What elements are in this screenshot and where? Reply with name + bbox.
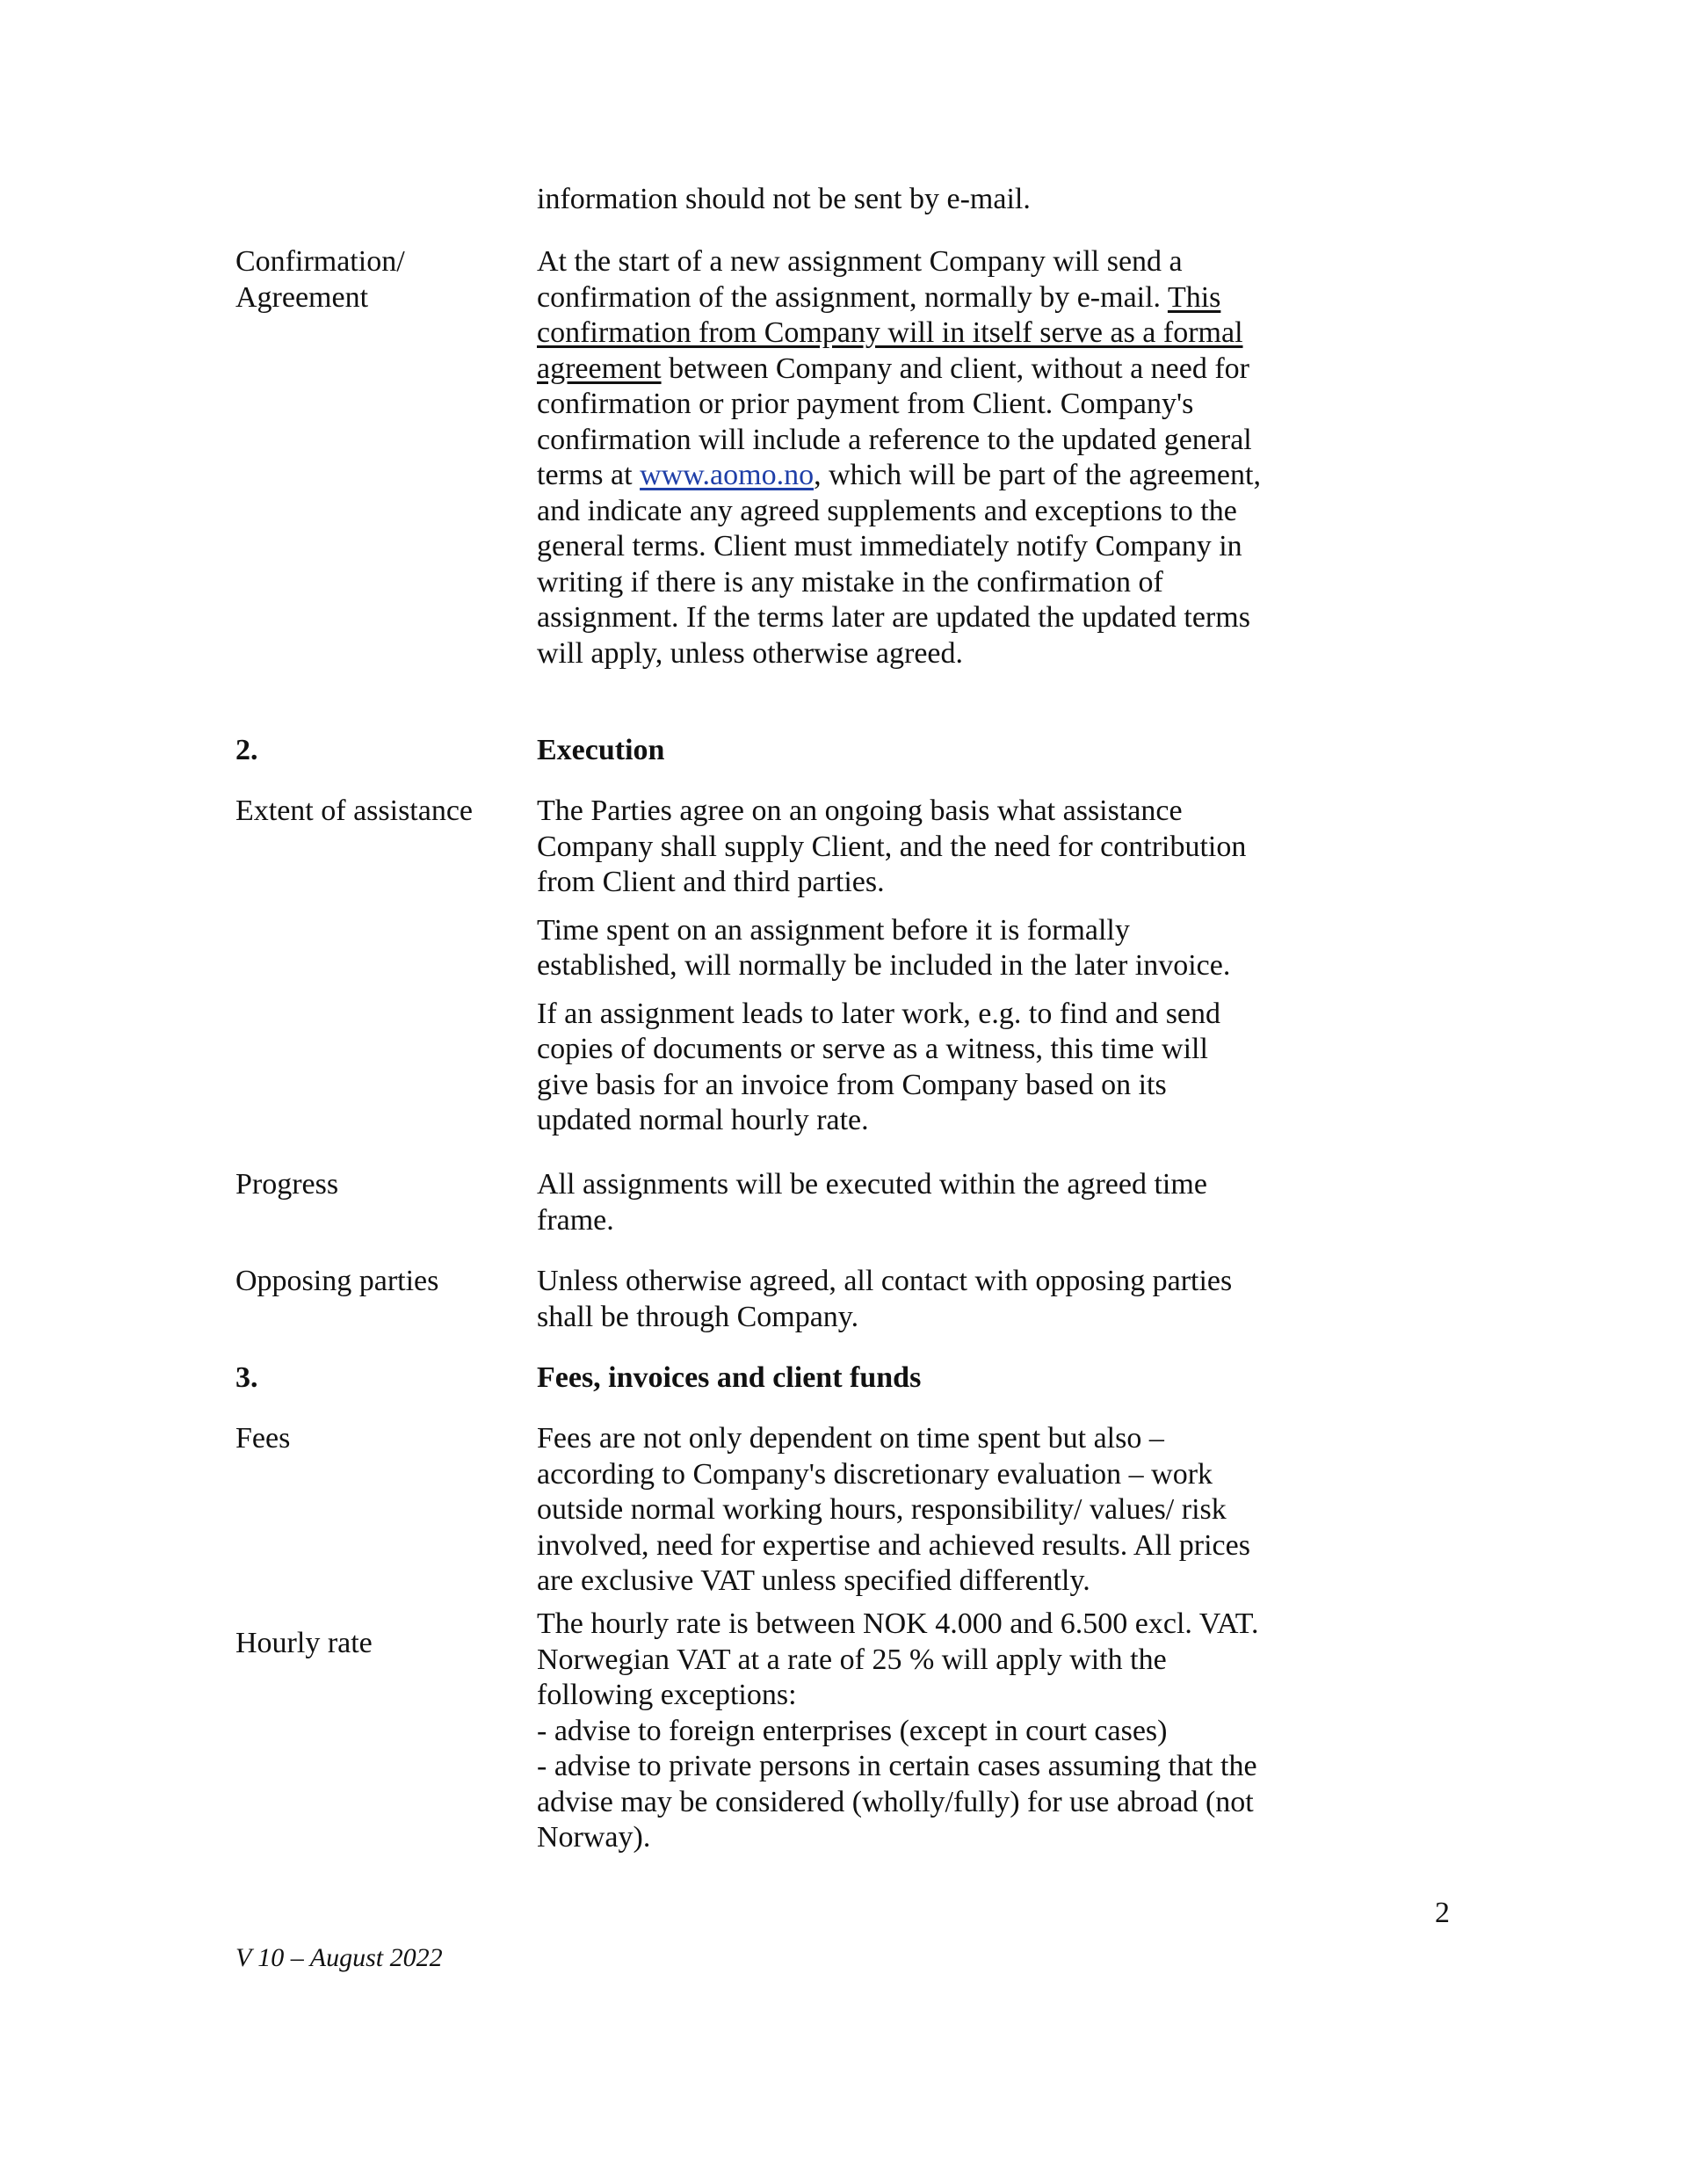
fees-paragraph: Fees are not only dependent on time spent but also – according to Company's discretionary evaluation – work outside normal working hours, responsibility/ values/ risk involved, need for expertise and achieved results. All prices are exclusive VAT unless specified differently. — [537, 1422, 1250, 1597]
intro-text — [537, 182, 1266, 218]
progress-text — [537, 1167, 1266, 1238]
opposing-label: Opposing parties — [235, 1265, 439, 1297]
confirmation-label — [235, 244, 525, 316]
section-3-number: 3. — [235, 1361, 258, 1394]
confirmation-paragraph — [537, 244, 1266, 671]
section-2-number: 2. — [235, 734, 258, 766]
extent-paragraph-1: The Parties agree on an ongoing basis what assistance Company shall supply Client, and the need for contribution from Client and third parties. — [537, 795, 1247, 898]
extent-text — [537, 794, 1266, 1139]
confirmation-label-line1: Confirmation/ — [235, 245, 405, 278]
opposing-paragraph: Unless otherwise agreed, all contact with opposing parties shall be through Company. — [537, 1265, 1233, 1333]
progress-label: Progress — [235, 1168, 339, 1201]
intro-line: information should not be sent by e-mail. — [537, 183, 1031, 215]
hourly-exception-1: - advise to foreign enterprises (except in court cases) — [537, 1714, 1168, 1747]
hourly-exception-2: - advise to private persons in certain cases assuming that the advise may be considered (wholly/fully) for use abroad (not Norway). — [537, 1750, 1257, 1854]
extent-label: Extent of assistance — [235, 795, 474, 827]
website-link[interactable]: www.aomo.no — [640, 459, 815, 491]
extent-paragraph-2: Time spent on an assignment before it is formally established, will normally be included in the later invoice. — [537, 913, 1231, 982]
hourly-paragraph — [537, 1607, 1266, 1856]
hourly-label: Hourly rate — [235, 1627, 373, 1659]
hourly-text — [537, 1607, 1266, 1856]
confirmation-text-middle: between Company and client, without a need for confirmation or prior payment from Client. Company's confirmation will include a reference to the updated general terms at — [537, 352, 1252, 491]
version-footer: V 10 – August 2022 — [235, 1943, 443, 1972]
section-2-title: Execution — [537, 734, 665, 766]
page-number: 2 — [1435, 1897, 1450, 1929]
confirmation-underlined-text: This confirmation from Company will in itself serve as a formal agreement — [537, 280, 1243, 385]
fees-label: Fees — [235, 1422, 291, 1455]
confirmation-text-end: , which will be part of the agreement, and indicate any agreed supplements and exceptions to the general terms. Client must immediately notify Company in writing if there is any mistake in the confirmation of assignment. If the terms later are updated the updated terms will apply, unless otherwise agreed. — [537, 459, 1261, 670]
fees-text — [537, 1421, 1266, 1600]
confirmation-label-line2: Agreement — [235, 280, 369, 314]
confirmation-text-start: At the start of a new assignment Company will send a confirmation of the assignment, normally by e-mail. — [537, 245, 1183, 314]
opposing-text — [537, 1264, 1266, 1335]
progress-paragraph: All assignments will be executed within the agreed time frame. — [537, 1168, 1207, 1237]
hourly-intro: The hourly rate is between NOK 4.000 and 6.500 excl. VAT. Norwegian VAT at a rate of 25 % will apply with the following exceptions: — [537, 1607, 1259, 1711]
extent-paragraph-3: If an assignment leads to later work, e.g. to find and send copies of documents or serve as a witness, this time will give basis for an invoice from Company based on its updated normal hourly rate. — [537, 997, 1221, 1136]
confirmation-text — [537, 244, 1266, 671]
section-3-title: Fees, invoices and client funds — [537, 1361, 922, 1394]
